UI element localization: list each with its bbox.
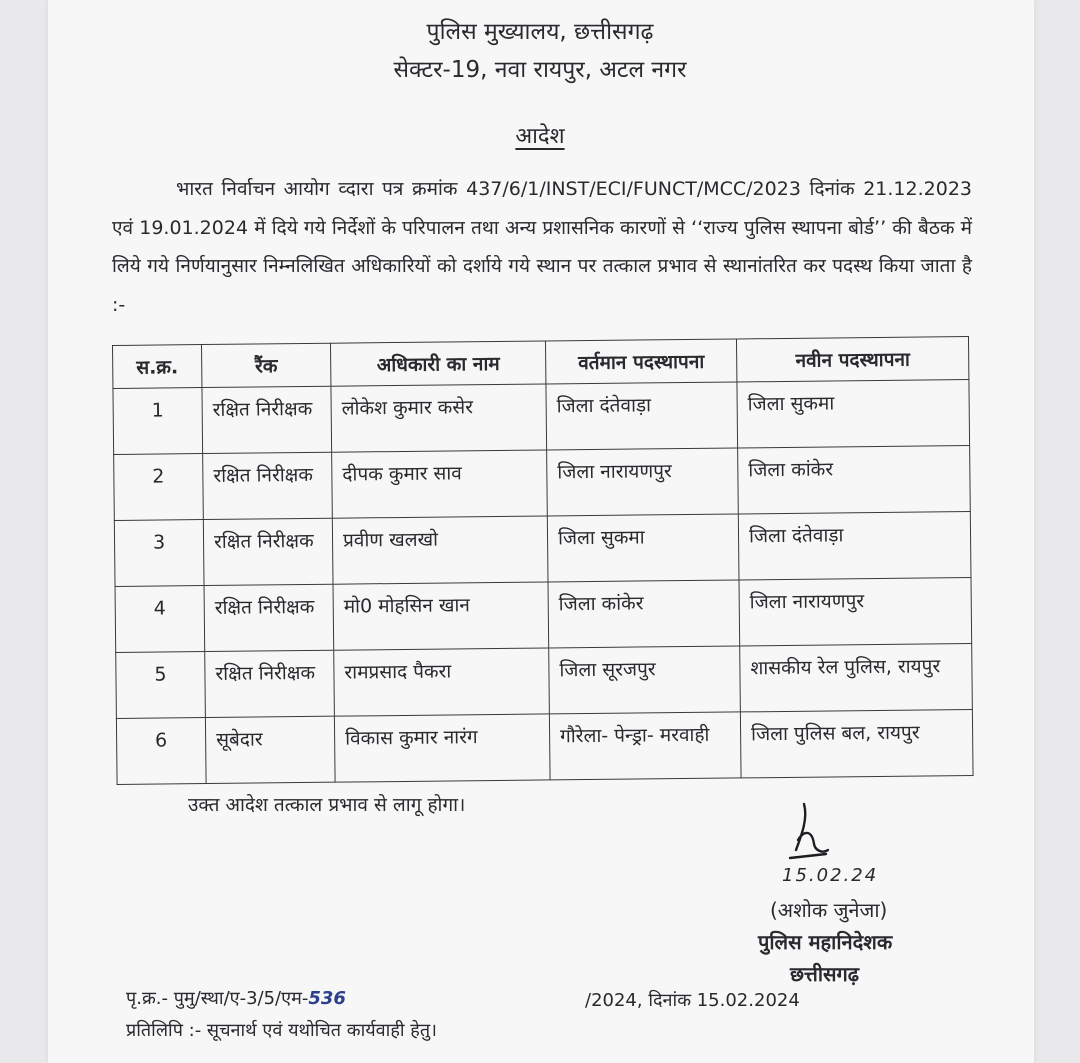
cell-serial: 2 xyxy=(114,454,204,521)
cell-officer-name: रामप्रसाद पैकरा xyxy=(334,648,550,716)
cell-current-posting: जिला सूरजपुर xyxy=(549,646,741,714)
cell-rank: रक्षित निरीक्षक xyxy=(203,452,333,519)
table-row xyxy=(114,446,971,521)
cell-new-posting: जिला दंतेवाड़ा xyxy=(738,512,971,580)
table-row xyxy=(115,578,972,653)
cell-current-posting: जिला कांकेर xyxy=(548,580,740,648)
signatory-state: छत्तीसगढ़ xyxy=(790,962,860,986)
header-current-posting: वर्तमान पदस्थापना xyxy=(545,339,736,384)
cell-officer-name: विकास कुमार नारंग xyxy=(334,714,550,782)
cell-serial: 1 xyxy=(113,388,203,455)
signatory-name: (अशोक जुनेजा) xyxy=(770,898,888,922)
order-body-text: भारत निर्वाचन आयोग व्दारा पत्र क्रमांक 437/6/1/INST/ECI/FUNCT/MCC/2023 दिनांक 21.12.2023 एवं 19.01.2024 में दिये गये निर्देशों के परिपालन तथा अन्य प्रशासनिक कारणों से ‘‘राज्य पुलिस स्थापना बोर्ड’’ की बैठक में लिये गये निर्णयानुसार निम्नलिखित अधिकारियों को दर्शाये गये स्थान पर तत्काल प्रभाव से स्थानांतरित कर पदस्थ किया जाता है :- xyxy=(112,178,972,316)
header-serial: स.क्र. xyxy=(113,345,202,389)
copy-to-line: प्रतिलिपि :- सूचनार्थ एवं यथोचित कार्यवाही हेतु। xyxy=(126,1020,437,1041)
cell-officer-name: लोकेश कुमार कसेर xyxy=(331,384,547,452)
reference-number xyxy=(126,986,346,1010)
header-rank: रैंक xyxy=(202,343,331,387)
transfer-table xyxy=(112,336,974,785)
order-effect-note: उक्त आदेश तत्काल प्रभाव से लागू होगा। xyxy=(188,794,466,816)
table-row xyxy=(116,644,973,719)
reference-prefix: पृ.क्र.- पुमु/स्था/ए-3/5/एम- xyxy=(126,988,309,1009)
cell-new-posting: जिला कांकेर xyxy=(738,446,971,514)
cell-new-posting: जिला पुलिस बल, रायपुर xyxy=(740,710,973,778)
cell-officer-name: प्रवीण खलखो xyxy=(332,516,548,584)
cell-serial: 3 xyxy=(114,520,204,587)
cell-rank: रक्षित निरीक्षक xyxy=(205,650,335,717)
header-officer-name: अधिकारी का नाम xyxy=(330,341,545,386)
cell-rank: सूबेदार xyxy=(205,716,335,783)
cell-rank: रक्षित निरीक्षक xyxy=(202,386,332,453)
cell-serial: 4 xyxy=(115,586,205,653)
cell-current-posting: गौरेला- पेन्ड्रा- मरवाही xyxy=(549,712,741,780)
cell-rank: रक्षित निरीक्षक xyxy=(203,518,333,585)
table-row xyxy=(116,710,973,785)
header-address: सेक्टर-19, नवा रायपुर, अटल नगर xyxy=(393,57,687,83)
reference-date: /2024, दिनांक 15.02.2024 xyxy=(585,990,800,1011)
signature-mark xyxy=(782,800,852,862)
cell-new-posting: जिला नारायणपुर xyxy=(739,578,972,646)
cell-serial: 6 xyxy=(116,718,206,785)
reference-handwritten-number: 536 xyxy=(308,988,346,1009)
cell-rank: रक्षित निरीक्षक xyxy=(204,584,334,651)
cell-current-posting: जिला दंतेवाड़ा xyxy=(546,382,738,450)
title-text: आदेश xyxy=(515,124,565,149)
cell-current-posting: जिला सुकमा xyxy=(547,514,739,582)
cell-officer-name: दीपक कुमार साव xyxy=(332,450,548,518)
cell-serial: 5 xyxy=(116,652,206,719)
header-office: पुलिस मुख्यालय, छत्तीसगढ़ xyxy=(426,19,654,45)
cell-officer-name: मो0 मोहसिन खान xyxy=(333,582,549,650)
header-new-posting: नवीन पदस्थापना xyxy=(736,337,968,382)
cell-new-posting: जिला सुकमा xyxy=(737,380,970,448)
document-title xyxy=(0,120,1080,150)
cell-current-posting: जिला नारायणपुर xyxy=(547,448,739,516)
signatory-designation: पुलिस महानिदेशक xyxy=(758,930,893,954)
signature-date: 15.02.24 xyxy=(782,865,879,886)
table-row xyxy=(113,380,970,455)
table-row xyxy=(114,512,971,587)
cell-new-posting: शासकीय रेल पुलिस, रायपुर xyxy=(740,644,973,712)
